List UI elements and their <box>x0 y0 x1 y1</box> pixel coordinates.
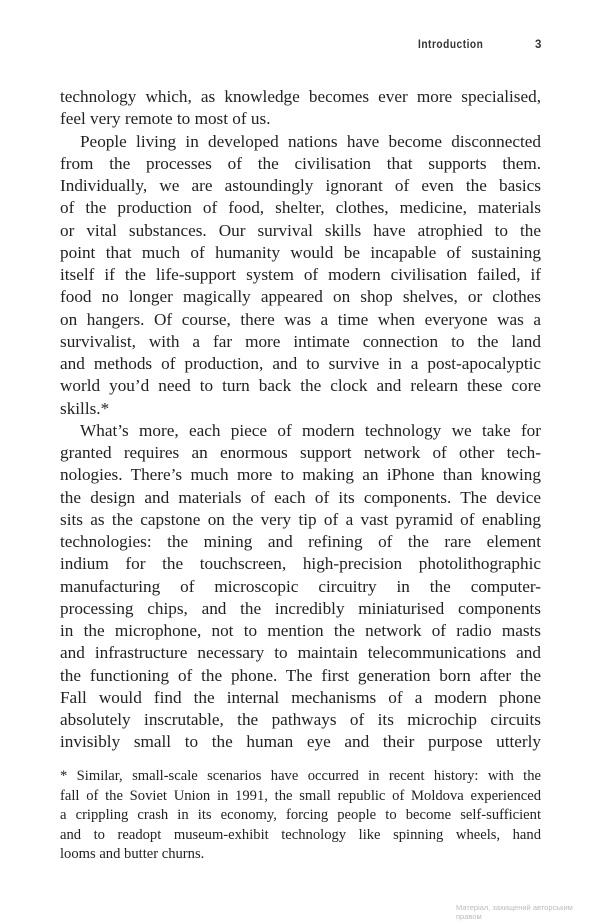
text-line: skills.* <box>60 398 110 418</box>
text-line: point that much of humanity would be incapable of sustaining <box>60 242 541 262</box>
text-line: What’s more, each piece of modern technology we take for <box>80 420 541 440</box>
text-line: invisibly small to the human eye and their purpose utterly <box>60 732 541 752</box>
text-line: itself if the life-support system of modern civilisation failed, if <box>60 265 541 284</box>
text-line: Individually, we are astoundingly ignorant of even the basics <box>60 176 541 195</box>
text-line: sits as the capstone on the very tip of a vast pyramid of enabling <box>60 509 541 529</box>
text-line: processing chips, and the incredibly miniaturised components <box>60 598 541 618</box>
text-line: survivalist, with a far more intimate connection to the land <box>60 331 541 351</box>
footnote <box>60 767 541 865</box>
text-line: People living in developed nations have become disconnected <box>80 131 541 151</box>
text-line: or vital substances. Our survival skills have atrophied to the <box>60 220 541 240</box>
copyright-watermark: Матеріал, захищений авторським правом <box>456 903 573 921</box>
text-line: granted requires an enormous support network of other tech- <box>60 443 541 462</box>
text-line: technologies: the mining and refining of the rare element <box>60 532 541 551</box>
text-line: food no longer magically appeared on shop shelves, or clothes <box>60 287 541 307</box>
text-line: and methods of production, and to survive in a post-apocalyptic <box>60 354 541 373</box>
text-line: feel very remote to most of us. <box>60 109 271 129</box>
text-line: from the processes of the civilisation that supports them. <box>60 153 541 173</box>
text-line: on hangers. Of course, there was a time when everyone was a <box>60 309 541 329</box>
text-line: the design and materials of each of its components. The device <box>60 487 541 507</box>
body-text <box>60 86 541 754</box>
text-line: Fall would find the internal mechanisms of a modern phone <box>60 687 541 707</box>
text-line: world you’d need to turn back the clock and relearn these core <box>60 376 541 396</box>
text-line: manufacturing of microscopic circuitry in the computer- <box>60 576 541 596</box>
footnote-line: * Similar, small-scale scenarios have occurred in recent history: with the <box>60 768 541 784</box>
text-line: of the production of food, shelter, clothes, medicine, materials <box>60 198 541 218</box>
text-line: absolutely inscrutable, the pathways of its microchip circuits <box>60 710 541 729</box>
text-line: indium for the touchscreen, high-precision photolithographic <box>60 554 541 574</box>
footnote-line: fall of the Soviet Union in 1991, the small republic of Moldova experienced <box>60 787 541 804</box>
running-header <box>0 39 600 57</box>
footnote-line: looms and butter churns. <box>60 846 205 863</box>
text-line: the functioning of the phone. The first generation born after the <box>60 665 541 685</box>
section-title: Introduction <box>418 39 484 51</box>
text-line: and infrastructure necessary to maintain telecommunications and <box>60 643 541 663</box>
footnote-line: and to readopt museum-exhibit technology like spinning wheels, hand <box>60 826 541 843</box>
page-number: 3 <box>535 39 542 51</box>
text-line: technology which, as knowledge becomes ever more specialised, <box>60 87 541 106</box>
text-line: nologies. There’s much more to making an iPhone than knowing <box>60 465 541 485</box>
footnote-line: a crippling crash in its economy, forcing people to become self-sufficient <box>60 807 541 824</box>
text-line: in the microphone, not to mention the network of radio masts <box>60 621 541 640</box>
